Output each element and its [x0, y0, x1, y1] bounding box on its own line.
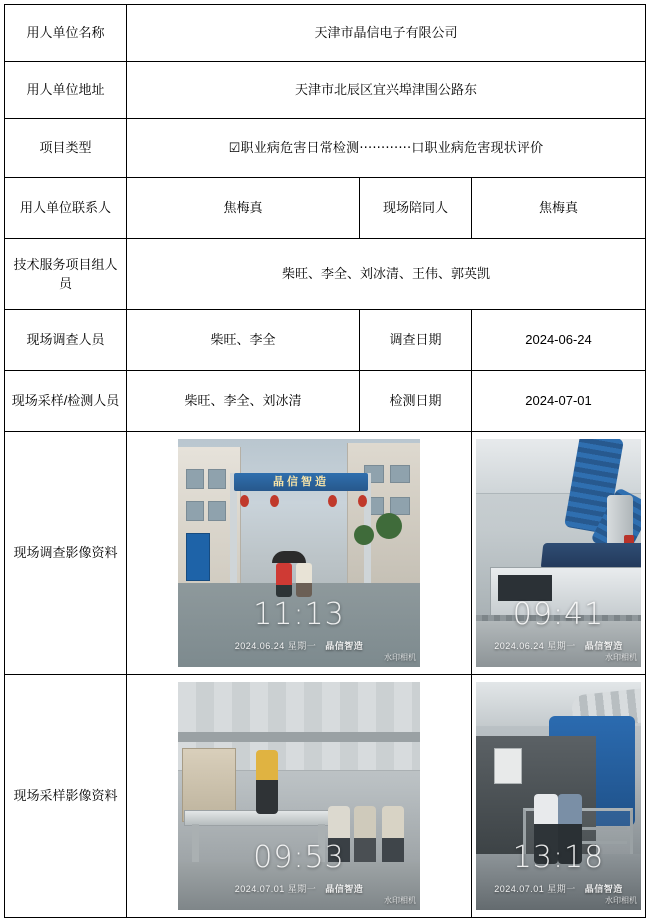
row-value-project-team: 柴旺、李全、刘冰清、王伟、郭英凯 [127, 239, 646, 310]
row-label-onsite-companion: 现场陪同人 [360, 178, 472, 239]
photo-brand: 晶信智造 [584, 883, 623, 894]
table-row-sampling-photos [5, 675, 646, 918]
photo-weekday: 星期一 [287, 883, 317, 894]
photo-datestamp [178, 640, 420, 654]
table-row-survey-staff [5, 310, 646, 371]
window-icon [186, 469, 204, 489]
photo-weekday: 星期一 [547, 883, 576, 894]
blue-sign-board [186, 533, 210, 581]
bench-workers-photo [178, 682, 420, 910]
table-row-project-type [5, 119, 646, 178]
umbrella-icon [272, 551, 306, 563]
gate-banner-text: 晶信智造 [273, 476, 329, 488]
photo-weekday: 星期一 [287, 640, 317, 651]
row-label-survey-staff: 现场调查人员 [5, 310, 127, 371]
lantern-icon [270, 495, 279, 507]
photo-watermark: 水印相机 [605, 896, 637, 905]
photo-date: 2024.07.01 [234, 883, 285, 894]
window-icon [390, 465, 410, 483]
wall-document-panel [494, 748, 522, 784]
row-label-company-address: 用人单位地址 [5, 62, 127, 119]
row-label-company-name: 用人单位名称 [5, 5, 127, 62]
photo-brand: 晶信智造 [584, 640, 623, 651]
row-value-sampling-staff: 柴旺、李全、刘冰清 [127, 371, 360, 432]
window-icon [390, 497, 410, 515]
photo-timestamp: 09:53 [253, 840, 345, 875]
factory-gate-photo [178, 439, 420, 667]
photo-datestamp [178, 883, 420, 897]
row-value-company-name: 天津市晶信电子有限公司 [127, 5, 646, 62]
row-label-survey-date: 调查日期 [360, 310, 472, 371]
survey-photo-cell-1 [127, 432, 472, 675]
survey-photo-cell-2 [472, 432, 646, 675]
row-label-sampling-photos: 现场采样影像资料 [5, 675, 127, 918]
row-label-project-team: 技术服务项目组人员 [5, 239, 127, 310]
sampling-photo-cell-2 [472, 675, 646, 918]
row-value-project-type: ☑职业病危害日常检测‧‧‧‧‧‧‧‧‧‧‧‧口职业病危害现状评价 [127, 119, 646, 178]
photo-brand: 晶信智造 [325, 883, 364, 894]
table-row-survey-photos [5, 432, 646, 675]
photo-watermark: 水印相机 [384, 896, 416, 905]
table-row-sampling-staff [5, 371, 646, 432]
lantern-icon [240, 495, 249, 507]
row-label-contact-person: 用人单位联系人 [5, 178, 127, 239]
site-survey-record-table [4, 4, 646, 918]
row-value-survey-date: 2024-06-24 [472, 310, 646, 371]
photo-timestamp: 13:18 [512, 840, 605, 875]
photo-timestamp: 09:41 [512, 597, 605, 632]
photo-datestamp [476, 883, 641, 897]
photo-date: 2024.06.24 [234, 640, 285, 651]
table-row-company-name [5, 5, 646, 62]
window-icon [208, 501, 226, 521]
photo-date: 2024.06.24 [494, 640, 545, 651]
window-icon [208, 469, 226, 489]
row-value-contact-person: 焦梅真 [127, 178, 360, 239]
row-value-survey-staff: 柴旺、李全 [127, 310, 360, 371]
sampling-photo-cell-1 [127, 675, 472, 918]
row-value-testing-date: 2024-07-01 [472, 371, 646, 432]
roof-beam [178, 732, 420, 742]
table-row-contact-person [5, 178, 646, 239]
workshop-machine-photo [476, 439, 641, 667]
photo-timestamp: 11:13 [253, 597, 345, 632]
photo-datestamp [476, 640, 641, 654]
row-value-company-address: 天津市北辰区宜兴埠津围公路东 [127, 62, 646, 119]
table-row-company-address [5, 62, 646, 119]
row-label-project-type: 项目类型 [5, 119, 127, 178]
machine-hood [541, 543, 641, 569]
row-label-survey-photos: 现场调查影像资料 [5, 432, 127, 675]
tree-icon [354, 525, 374, 545]
worker-figure [256, 750, 278, 814]
photo-weekday: 星期一 [547, 640, 576, 651]
photo-watermark: 水印相机 [384, 653, 416, 662]
gate-post-left [230, 473, 237, 593]
window-icon [186, 501, 204, 521]
table-row-project-team [5, 239, 646, 310]
lantern-icon [328, 495, 337, 507]
row-value-onsite-companion: 焦梅真 [472, 178, 646, 239]
photo-watermark: 水印相机 [605, 653, 637, 662]
lantern-icon [358, 495, 367, 507]
photo-date: 2024.07.01 [494, 883, 545, 894]
tree-icon [376, 513, 402, 539]
row-label-testing-date: 检测日期 [360, 371, 472, 432]
photo-brand: 晶信智造 [325, 640, 364, 651]
spray-booth-photo [476, 682, 641, 910]
row-label-sampling-staff: 现场采样/检测人员 [5, 371, 127, 432]
